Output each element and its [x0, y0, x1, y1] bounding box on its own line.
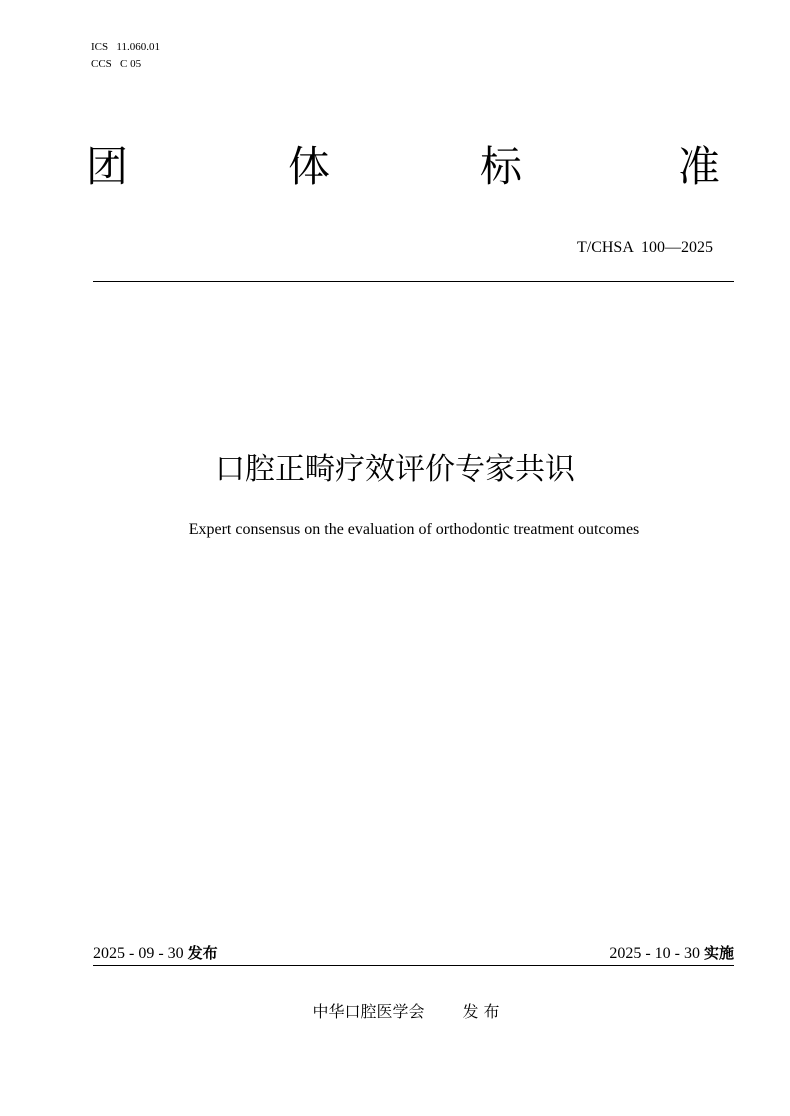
standard-number: T/CHSA 100—2025: [576, 239, 713, 256]
issuer-name: 中华口腔医学会: [312, 1002, 425, 1021]
publish-date: 2025 - 09 - 30: [93, 945, 188, 962]
document-title-english: Expert consensus on the evaluation of orthodontic treatment outcomes: [188, 521, 640, 538]
footer-divider: [93, 965, 734, 966]
issuer-action: 发 布: [462, 1002, 500, 1021]
standard-type-char-2: 体: [288, 142, 331, 191]
publish-date-block: [93, 943, 218, 964]
standard-type-char-3: 标: [480, 142, 523, 191]
date-row: [93, 943, 734, 965]
header-divider: [93, 281, 734, 282]
implement-label: 实施: [703, 944, 734, 962]
publish-label: 发布: [187, 944, 218, 962]
ics-code: ICS 11.060.01: [91, 41, 160, 53]
standard-type-heading: [86, 142, 726, 192]
classification-codes: [91, 39, 160, 73]
document-title-chinese: 口腔正畸疗效评价专家共识: [215, 452, 575, 487]
standard-type-char-4: 准: [678, 142, 721, 191]
implement-date-block: [609, 943, 734, 964]
implement-date: 2025 - 10 - 30: [609, 945, 704, 962]
ccs-code: CCS C 05: [91, 58, 142, 70]
standard-type-char-1: 团: [86, 142, 129, 191]
issuer-line: [0, 1002, 790, 1022]
